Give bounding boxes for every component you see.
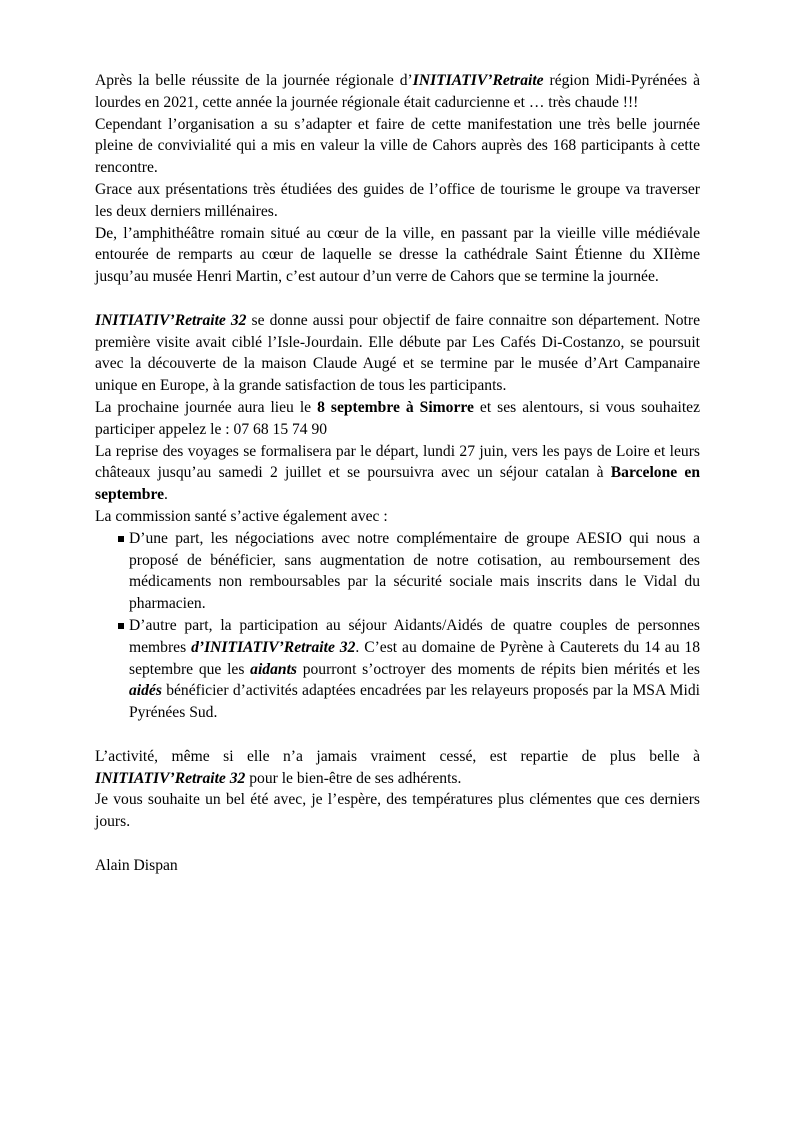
paragraph-intro: [95, 70, 700, 114]
brand-name: d’INITIATIV’Retraite 32: [191, 638, 356, 656]
paragraph-visit: De, l’amphithéâtre romain situé au cœur de la ville, en passant par la vieille ville médiévale entourée de remparts au cœur de laquelle se dresse la cathédrale Saint Étienne du XIIème jusqu’au musée Henri Martin, c’est autour d’un verre de Cahors que se termine la journée.: [95, 224, 700, 286]
list-item: [95, 615, 700, 724]
paragraph-spacer: [95, 833, 700, 855]
paragraph-spacer: [95, 288, 700, 310]
event-date: 8 septembre à Simorre: [317, 398, 474, 416]
brand-name: INITIATIV’Retraite 32: [95, 769, 246, 787]
text-run: La prochaine journée aura lieu le: [95, 398, 318, 416]
brand-name: INITIATIV’Retraite 32: [95, 311, 247, 329]
paragraph-wishes: Je vous souhaite un bel été avec, je l’espère, des températures plus clémentes que ces derniers jours.: [95, 791, 700, 831]
text-run: D’autre part, la participation au séjour Aidants/Aidés de quatre couples de personnes membres: [129, 616, 700, 656]
text-run: région Midi-Pyrénées à lourdes en 2021, cette année la journée régionale était cadurcienne et … très chaude !!!: [95, 72, 700, 111]
brand-name: INITIATIV’Retraite: [412, 72, 544, 89]
paragraph-organisation: Cependant l’organisation a su s’adapter et faire de cette manifestation une très belle journée pleine de convivialité qui a mis en valeur la ville de Cahors auprès des 168 participants à cette rencontre.: [95, 115, 700, 177]
paragraph-department: [95, 310, 700, 397]
paragraph-spacer: [95, 724, 700, 746]
text-run: pourront s’octroyer des moments de répits bien mérités et les: [296, 660, 700, 678]
text-run: pour le bien-être de ses adhérents.: [245, 769, 462, 787]
emphasis-aidants: aidants: [250, 660, 297, 678]
letter-body: [95, 70, 700, 876]
bullet-list: [95, 528, 700, 724]
text-run: bénéficier d’activités adaptées encadrées par les relayeurs proposés par la MSA Midi Pyrénées Sud.: [129, 682, 700, 722]
trip-destination: Barcelone en septembre: [95, 464, 700, 504]
text-run: La reprise des voyages se formalisera par le départ, lundi 27 juin, vers les pays de Loire et leurs châteaux jusqu’au samedi 2 juillet et se poursuivra avec un séjour catalan à: [95, 442, 700, 482]
text-run: L’activité, même si elle n’a jamais vraiment cessé, est repartie de plus belle à: [95, 747, 700, 765]
list-item: [95, 528, 700, 615]
emphasis-aides: aidés: [129, 682, 162, 700]
text-run: et ses alentours, si vous souhaitez participer appelez le : 07 68 15 74 90: [95, 398, 700, 438]
paragraph-activity: [95, 746, 700, 790]
paragraph-trips: [95, 441, 700, 506]
square-bullet-icon: [118, 623, 124, 629]
text-run: Après la belle réussite de la journée régionale d’: [95, 72, 413, 89]
text-run: . C’est au domaine de Pyrène à Cauterets du 14 au 18 septembre que les: [129, 638, 700, 678]
paragraph-health: La commission santé s’active également avec :: [95, 507, 388, 525]
text-run: D’une part, les négociations avec notre complémentaire de groupe AESIO qui nous a proposé de bénéficier, sans augmentation de notre cotisation, au remboursement des médicaments non remboursables par la sécurité sociale mais inscrits dans le Vidal du pharmacien.: [129, 529, 700, 613]
signature: Alain Dispan: [95, 856, 178, 874]
square-bullet-icon: [118, 536, 124, 542]
paragraph-next-day: [95, 397, 700, 441]
text-run: se donne aussi pour objectif de faire connaitre son département. Notre première visite avait ciblé l’Isle-Jourdain. Elle débute par Les Cafés Di-Costanzo, se poursuit avec la découverte de la maison Claude Augé et se termine par le musée d’Art Campanaire unique en Europe, à la grande satisfaction de tous les participants.: [95, 311, 700, 395]
paragraph-guides: Grace aux présentations très étudiées des guides de l’office de tourisme le groupe va traverser les deux derniers millénaires.: [95, 180, 700, 220]
text-run: .: [164, 486, 168, 504]
